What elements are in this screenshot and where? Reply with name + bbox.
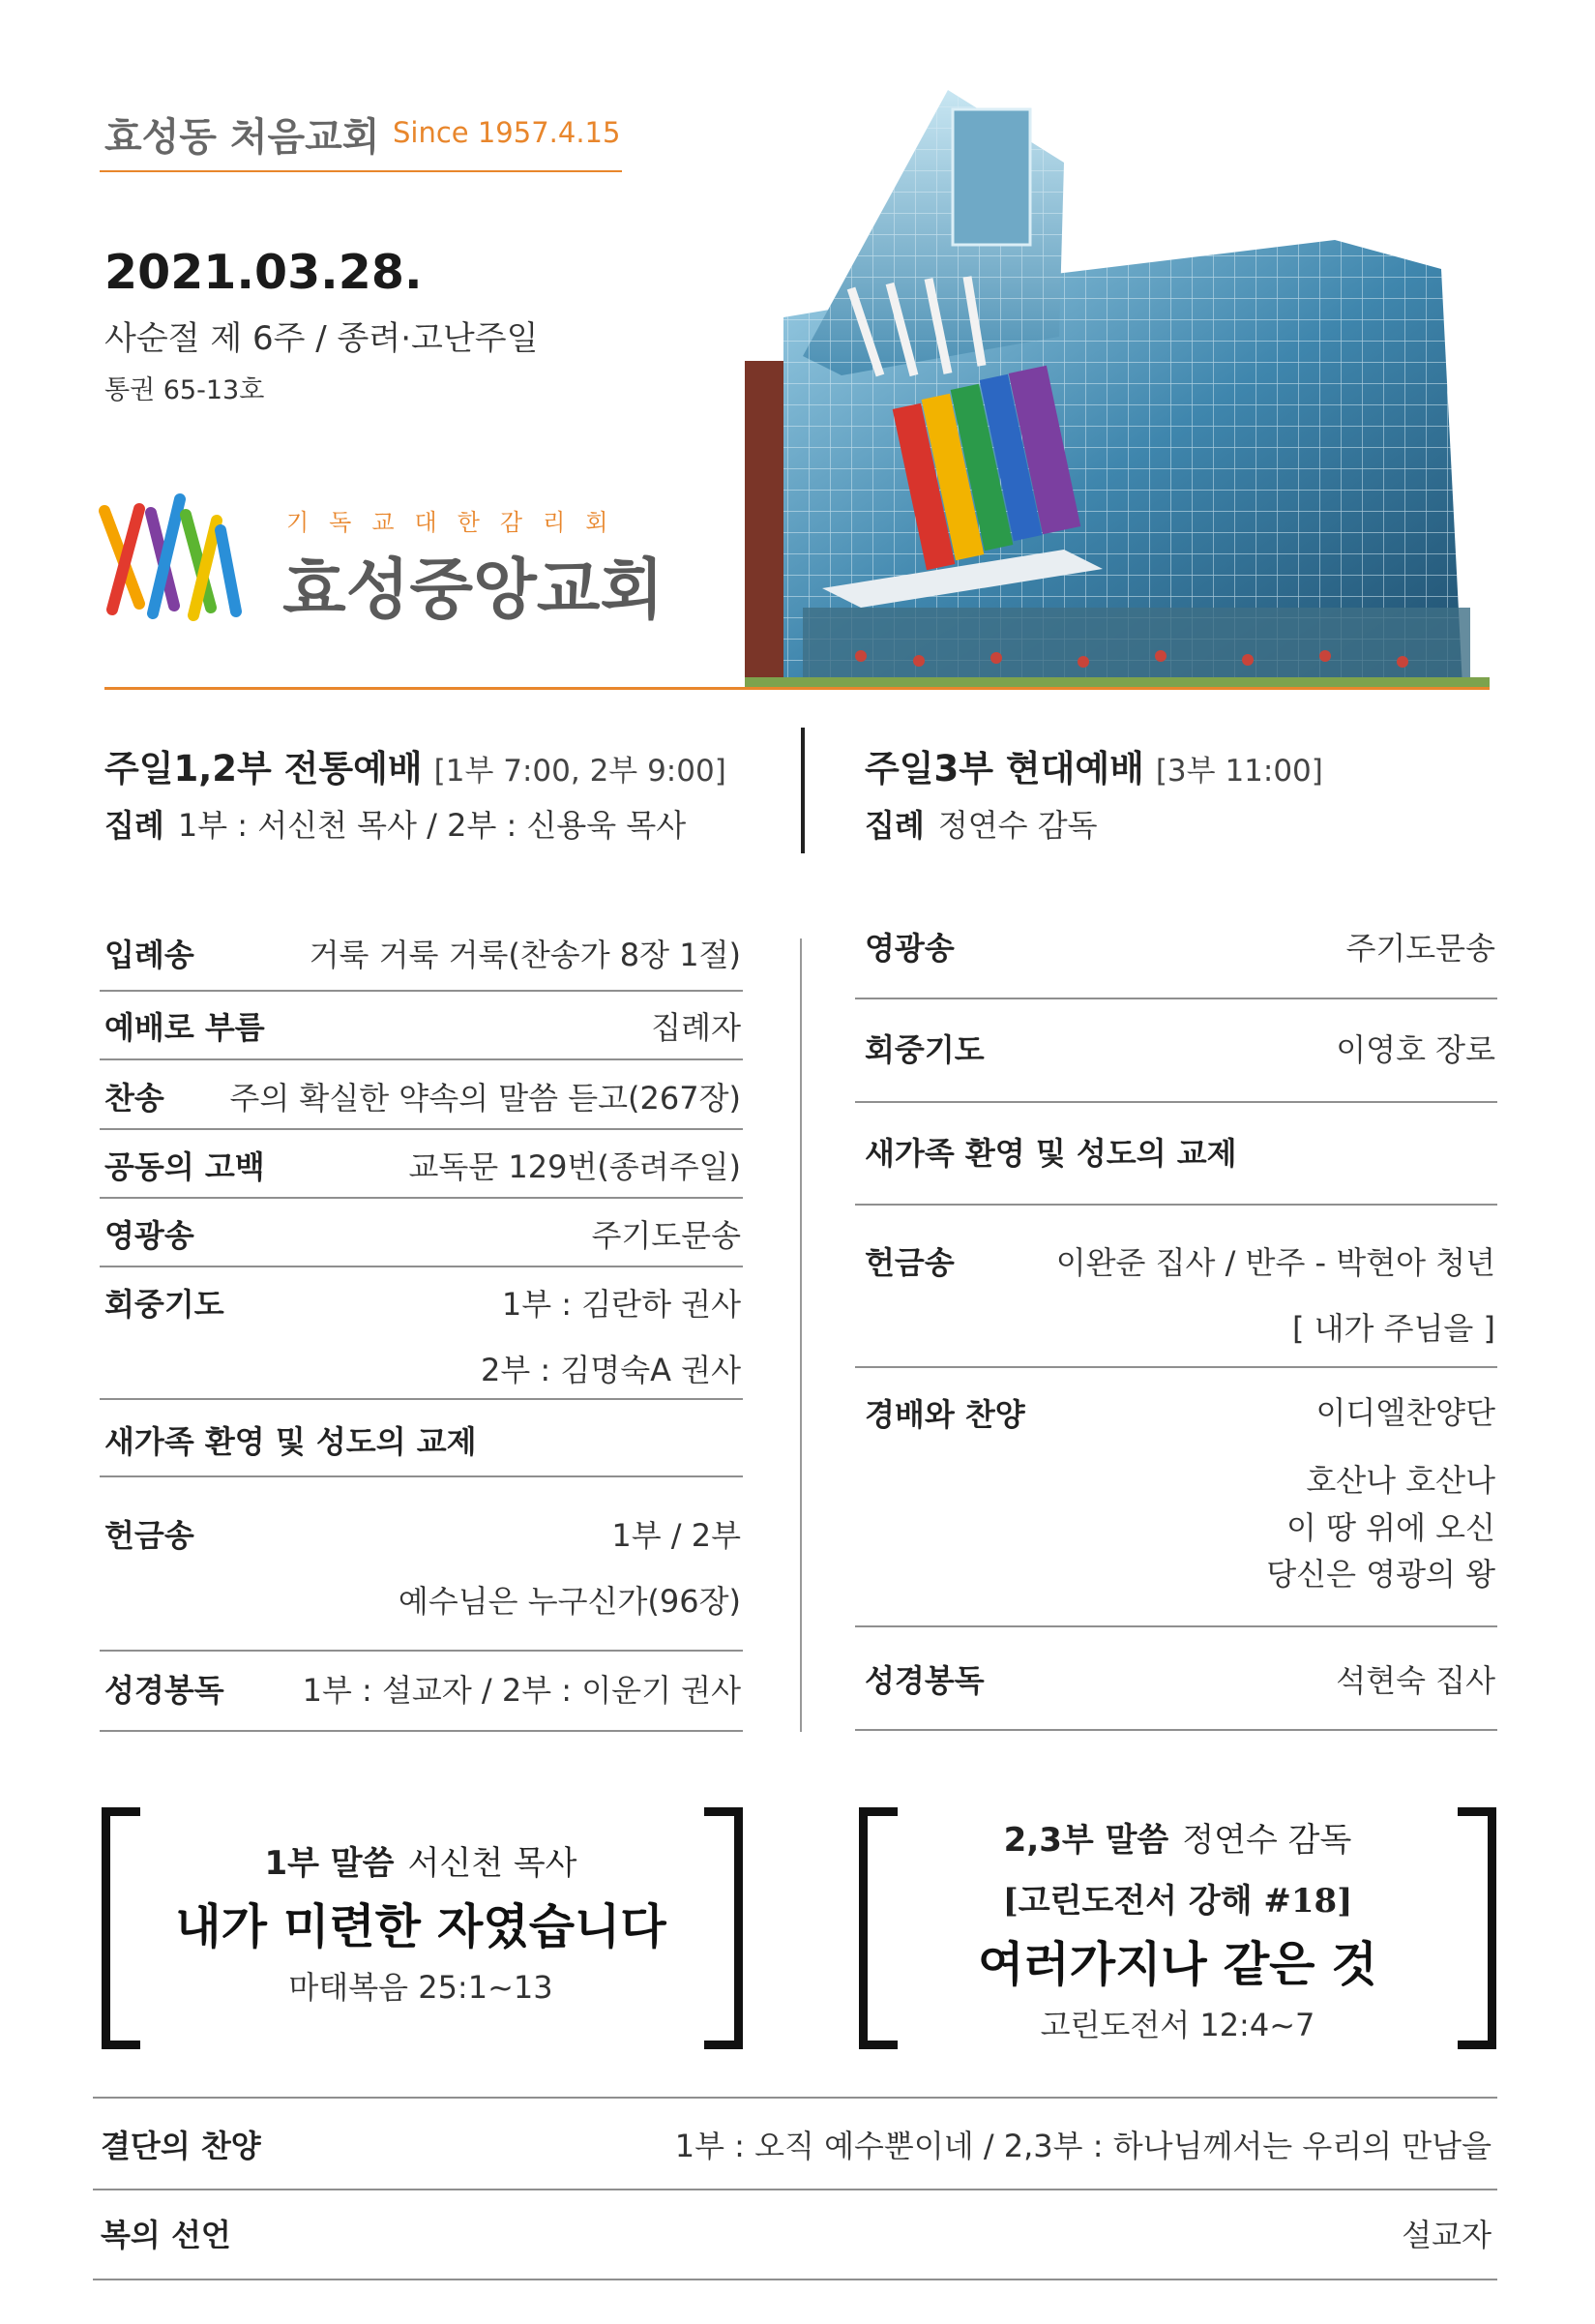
row-divider: [100, 1197, 743, 1199]
row-divider: [855, 1366, 1497, 1368]
list-item: [865, 1390, 1495, 1597]
order-value: 거룩 거룩 거룩(찬송가 8장 1절): [309, 937, 741, 973]
order-label: 입례송: [104, 937, 194, 973]
left-service-title: 주일1,2부 전통예배: [104, 748, 423, 790]
row-divider: [100, 1128, 743, 1130]
order-value: 석현숙 집사: [1336, 1662, 1495, 1699]
right-lead-value: 정연수 감독: [937, 807, 1098, 844]
sermon-title: 내가 미련한 자였습니다: [175, 1899, 666, 1954]
order-value: 주기도문송: [591, 1217, 741, 1254]
row-divider: [93, 2279, 1497, 2280]
bulletin-date: 2021.03.28.: [104, 245, 423, 300]
right-service-leader: [865, 801, 1098, 846]
order-value: 당신은 영광의 왕: [1266, 1556, 1495, 1594]
left-service-heading: [104, 739, 726, 791]
row-divider: [100, 1058, 743, 1060]
order-label: 예배로 부름: [104, 1009, 265, 1046]
sermon-box-right: [904, 1813, 1451, 2045]
list-item: [865, 1026, 1495, 1091]
order-value: 이완준 집사 / 반주 - 박현아 청년: [1055, 1244, 1495, 1281]
order-value: 집례자: [651, 1009, 741, 1046]
list-item: [104, 1666, 741, 1732]
row-divider: [855, 998, 1497, 999]
row-divider: [855, 1101, 1497, 1103]
row-divider: [100, 1650, 743, 1652]
row-divider: [93, 2097, 1497, 2099]
row-divider: [100, 1730, 743, 1732]
order-label: 경배와 찬양: [865, 1396, 1025, 1433]
order-value: 호산나 호산나: [1306, 1462, 1495, 1500]
left-service-time: [1부 7:00, 2부 9:00]: [433, 754, 726, 789]
row-divider: [855, 1625, 1497, 1627]
right-service-heading: [865, 739, 1323, 791]
order-value: 2부 : 김명숙A 권사: [480, 1352, 741, 1388]
liturgical-season: 사순절 제 6주 / 종려·고난주일: [104, 319, 539, 358]
order-value: 이디엘찬양단: [1315, 1394, 1495, 1431]
list-item: [101, 2122, 1492, 2188]
church-name: 효성동 처음교회: [104, 115, 380, 160]
order-label: 새가족 환영 및 성도의 교제: [104, 1423, 477, 1460]
order-label: 찬송: [104, 1080, 164, 1117]
order-value: 교독문 129번(종려주일): [408, 1148, 741, 1185]
left-lead-label: 집례: [104, 807, 164, 844]
list-item: [865, 1129, 1495, 1174]
right-lead-label: 집례: [865, 807, 925, 844]
denomination-label: 기독교대한감리회: [286, 509, 629, 536]
right-bracket: [704, 1807, 743, 2049]
row-divider: [100, 1266, 743, 1267]
order-value: 1부 : 오직 예수뿐이네 / 2,3부 : 하나님께서는 우리의 만남을: [674, 2128, 1492, 2164]
list-item: [865, 924, 1495, 990]
order-label: 복의 선언: [101, 2217, 231, 2253]
issue-number: 통권 65-13호: [104, 375, 265, 405]
column-divider: [800, 939, 802, 1732]
order-label: 회중기도: [104, 1286, 224, 1323]
sermon-preacher: 서신천 목사: [407, 1844, 577, 1883]
sermon-series: [고린도전서 강해 #18]: [1002, 1882, 1353, 1921]
right-bracket: [1458, 1807, 1496, 2049]
order-label: 헌금송: [865, 1244, 955, 1281]
church-logo-icon: [97, 492, 242, 625]
order-value: 1부 / 2부: [611, 1517, 741, 1554]
list-item: [865, 1238, 1495, 1370]
row-divider: [855, 1729, 1497, 1731]
order-value: 1부 : 설교자 / 2부 : 이운기 권사: [302, 1672, 741, 1709]
list-item: [104, 931, 741, 997]
order-label: 회중기도: [865, 1031, 985, 1068]
row-divider: [100, 1475, 743, 1477]
left-service-leader: [104, 801, 686, 846]
order-label: 공동의 고백: [104, 1148, 265, 1185]
order-label: 성경봉독: [104, 1672, 224, 1709]
church-building-image: [745, 85, 1490, 687]
sermon-preacher: 정연수 감독: [1182, 1821, 1352, 1860]
order-value: 주의 확실한 약속의 말씀 듣고(267장): [229, 1080, 741, 1117]
row-divider: [100, 990, 743, 992]
order-label: 영광송: [865, 930, 955, 967]
order-label: 새가족 환영 및 성도의 교제: [865, 1135, 1237, 1172]
row-divider: [100, 1398, 743, 1400]
sermon-label: 2,3부 말씀: [1003, 1821, 1169, 1860]
left-bracket: [859, 1807, 898, 2049]
sermon-label: 1부 말씀: [264, 1844, 395, 1883]
list-item: [104, 1511, 741, 1643]
order-label: 결단의 찬양: [101, 2128, 261, 2164]
order-value: [ 내가 주님을 ]: [1291, 1310, 1495, 1347]
order-label: 헌금송: [104, 1517, 194, 1554]
list-item: [101, 2211, 1492, 2277]
list-item: [865, 1656, 1495, 1722]
church-logo-name: 효성중앙교회: [282, 552, 665, 629]
order-value: 주기도문송: [1345, 930, 1495, 967]
sermon-scripture: 마태복음 25:1~13: [288, 1969, 553, 2006]
service-divider: [801, 728, 805, 853]
list-item: [104, 1280, 741, 1412]
sermon-scripture: 고린도전서 12:4~7: [1040, 2007, 1315, 2043]
order-value: 이 땅 위에 오신: [1286, 1508, 1495, 1546]
row-divider: [93, 2189, 1497, 2190]
since-date: Since 1957.4.15: [393, 116, 621, 149]
left-bracket: [102, 1807, 140, 2049]
right-service-title: 주일3부 현대예배: [865, 748, 1144, 790]
left-lead-value: 1부 : 서신천 목사 / 2부 : 신용욱 목사: [177, 807, 687, 844]
row-divider: [855, 1204, 1497, 1206]
order-value: 1부 : 김란하 권사: [501, 1286, 741, 1323]
section-divider: [104, 687, 1490, 690]
order-value: 이영호 장로: [1336, 1031, 1495, 1068]
list-item: [104, 1417, 741, 1462]
order-label: 성경봉독: [865, 1662, 985, 1699]
order-value: 설교자: [1402, 2217, 1492, 2253]
header-divider: [100, 170, 622, 172]
order-value: 예수님은 누구신가(96장): [398, 1583, 741, 1620]
right-service-time: [3부 11:00]: [1155, 754, 1323, 789]
sermon-box-left: [145, 1836, 696, 2008]
order-label: 영광송: [104, 1217, 194, 1254]
sermon-title: 여러가지나 같은 것: [978, 1937, 1377, 1992]
